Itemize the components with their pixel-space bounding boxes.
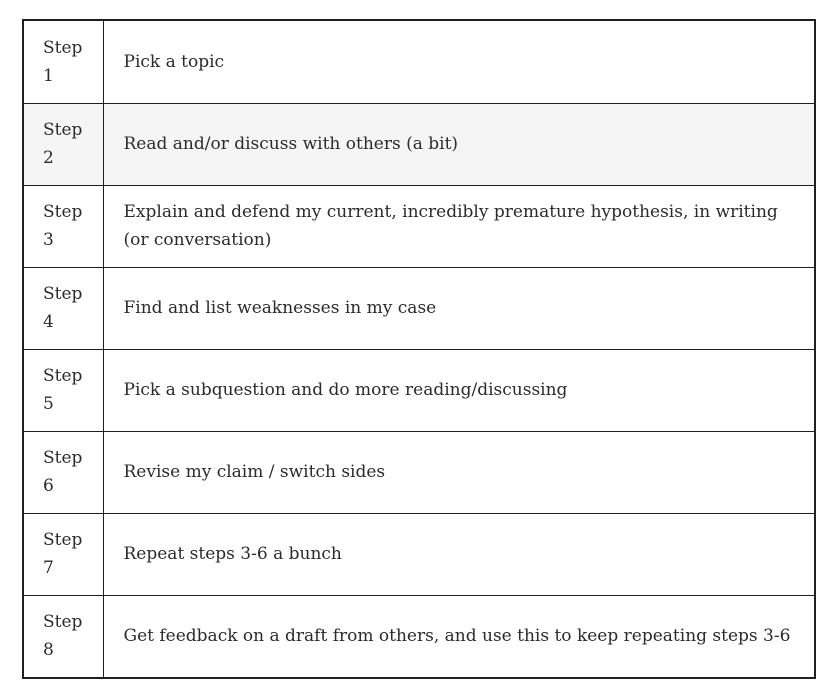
step-label-cell xyxy=(24,103,103,185)
step-number: 1 xyxy=(43,65,54,86)
step-description: Pick a topic xyxy=(123,51,225,72)
step-word: Step xyxy=(43,284,83,304)
step-word: Step xyxy=(43,612,83,633)
steps-table xyxy=(24,21,814,677)
step-description: Explain and defend my current, incredibly premature hypothesis, in writing (or conversation) xyxy=(103,185,814,267)
table-row xyxy=(24,513,814,595)
step-description: Find and list weaknesses in my case xyxy=(103,267,814,349)
table-row xyxy=(24,21,814,103)
step-description: Get feedback on a draft from others, and use this to keep repeating steps 3-6 xyxy=(103,595,814,677)
step-label-cell xyxy=(24,513,103,595)
table-row xyxy=(24,431,814,513)
step-word: Step xyxy=(43,530,83,550)
step-number: 3 xyxy=(43,230,54,250)
table-row xyxy=(24,349,814,431)
step-label-cell xyxy=(24,431,103,513)
step-label-cell xyxy=(24,349,103,431)
step-label-cell xyxy=(24,185,103,267)
table-row xyxy=(24,185,814,267)
step-label-cell xyxy=(24,595,103,677)
table-row xyxy=(24,595,814,677)
step-number: 7 xyxy=(43,558,54,578)
step-word: Step xyxy=(43,37,83,58)
step-word: Step xyxy=(43,366,83,386)
step-number: 4 xyxy=(43,312,54,332)
step-word: Step xyxy=(43,120,83,140)
steps-table-container xyxy=(22,19,816,679)
step-word: Step xyxy=(43,448,83,468)
step-label-cell xyxy=(24,21,103,103)
step-number: 6 xyxy=(43,476,54,496)
step-number: 8 xyxy=(43,640,54,661)
step-description: Repeat steps 3-6 a bunch xyxy=(103,513,814,595)
table-row xyxy=(24,267,814,349)
step-description: Read and/or discuss with others (a bit) xyxy=(103,103,814,185)
step-description: Pick a subquestion and do more reading/discussing xyxy=(103,349,814,431)
step-label-cell xyxy=(24,267,103,349)
step-number: 5 xyxy=(43,394,54,414)
step-description: Revise my claim / switch sides xyxy=(103,431,814,513)
table-row xyxy=(24,103,814,185)
step-word: Step xyxy=(43,202,83,222)
step-number: 2 xyxy=(43,148,54,168)
